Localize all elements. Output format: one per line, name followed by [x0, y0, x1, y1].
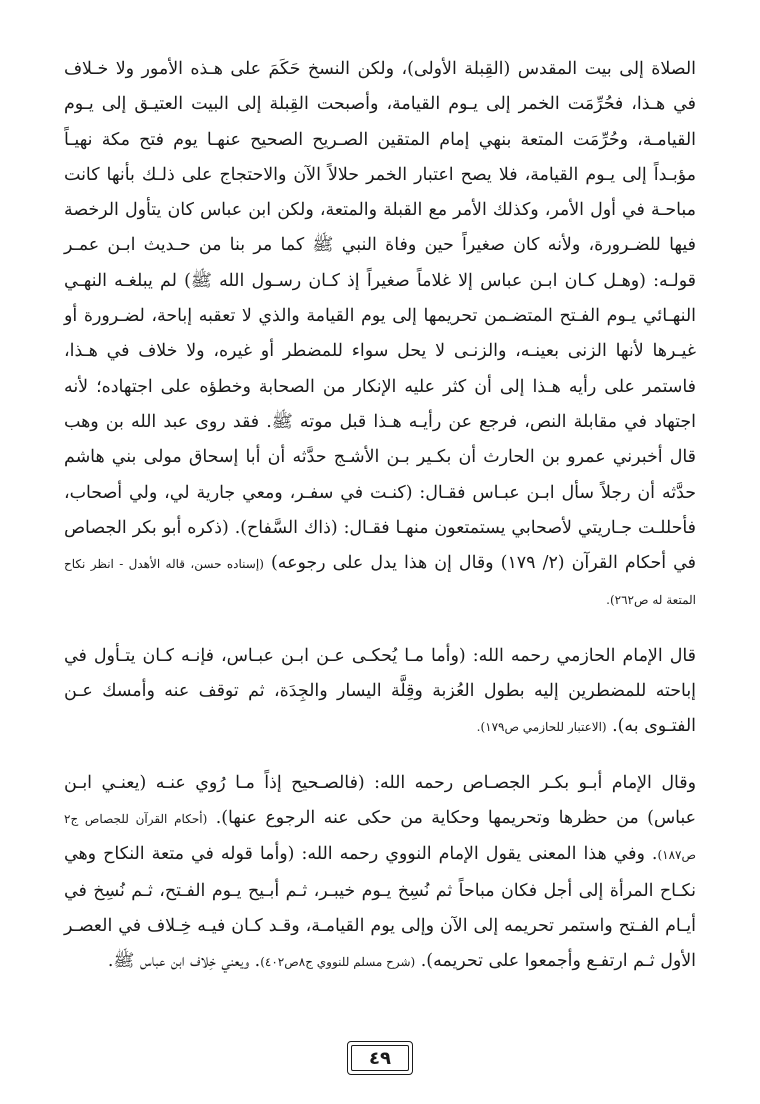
paragraph-3-text-c: . ويعني خِلاف ابن عباس ﷺ.: [107, 951, 261, 972]
paragraph-2: [64, 639, 696, 746]
page-number: ٤٩: [369, 1047, 391, 1069]
citation-ahdal: (إسناده حسن، قاله الأهدل - انظر نكاح المتعة له ص٢٦٢).: [64, 557, 696, 608]
citation-hazimi: (الاعتبار للحازمي ص١٧٩).: [476, 720, 607, 735]
paragraph-3-text-b: . وفي هذا المعنى يقول الإمام النووي رحمه الله: (وأما قوله في متعة النكاح وهي نكـاح المرأة إلى أجل فكان مباحاً ثم نُسِخ يـوم خيبـر، ثـم أبـيح يـوم الفـتح، ثـم نُسِخ في أيـام الفـتح واستمر تحريمه إلى الآن وإلى يوم القيامـة، وقـد كـان فيـه خِـلاف في العصـر الأول ثـم ارتفـع وأجمعوا على تحريمه).: [64, 844, 696, 972]
citation-jassas: (أحكام القرآن للجصاص ج٢ ص١٨٧): [64, 811, 696, 863]
citation-nawawi: (شرح مسلم للنووي ج٨ص٤٠٢): [260, 955, 416, 970]
page-number-frame: [347, 1041, 413, 1075]
paragraph-3: [64, 766, 696, 981]
paragraph-1-text: الصلاة إلى بيت المقدس (القِبلة الأولى)، ولكن النسخ حَكَمَ على هـذه الأمور ولا خـلاف في هـذا، فحُرِّمَت الخمر إلى يـوم القيامة، وأصبحت القِبلة إلى البيت العتيـق إلى يـوم القيامـة، وحُرِّمَت المتعة بنهي إمام المتقين الصـريح الصحيح عنهـا يوم فتح مكة نهيـاً مؤبـداً إلى يـوم القيامة، فلا يصح اعتبار الخمر حلالاً الآن والاحتجاج على ذلـك بأنها كانت مباحـة في أول الأمر، وكذلك الأمر مع القبلة والمتعة، ولكن ابن عباس كان يتأول الرخصة فيها للضـرورة، ولأنه كان صغيراً حين وفاة النبي ﷺ كما مر بنا من حـديث ابـن عمـر قولـه: (وهـل كـان ابـن عباس إلا غلاماً صغيراً إذ كـان رسـول الله ﷺ) لم يبلغـه النهـي النهـائي يـوم الفـتح المتضـمن تحريمها إلى يوم القيامة والذي لا تعقبه إباحة، لضـرورة أو غيـرها لأنها الزنى بعينـه، والزنـى لا يحل سواء للمضطر أو غيره، ولا خلاف في هـذا، فاستمر على رأيه هـذا إلى أن كثر عليه الإنكار من الصحابة وخطؤه على اجتهاده؛ لأنه اجتهاد في مقابلة النص، فرجع عن رأيـه هـذا قبل موته ﷺ. فقد روى عبد الله بن وهب قال أخبرني عمرو بن الحارث أن بكـير بـن الأشـج حدَّثه أن أبا إسحاق مولى بني هاشم حدَّثه أن رجلاً سأل ابـن عبـاس فقـال: (كنـت في سفـر، ومعي جارية لي، ولي أصحاب، فأحللـت جـاريتي لأصحابي يستمتعون منهـا فقـال: (ذاك السَّفاح). (ذكره أبو بكر الجصاص في أحكام القرآن (٢/ ١٧٩) وقال إن هذا يدل على رجوعه): [64, 59, 696, 574]
paragraph-2-text: قال الإمام الحازمي رحمه الله: (وأما مـا يُحكـى عـن ابـن عبـاس، فإنـه كـان يتـأول في إباحته للمضطرين إليه بطول العُزبة وقِلَّة اليسار والجِدَة، ثم توقف عنه وأمسك عـن الفتـوى به).: [64, 645, 696, 737]
paragraph-1: [64, 52, 696, 619]
page-body: [64, 52, 696, 980]
paragraph-3-text-a: وقال الإمام أبـو بكـر الجصـاص رحمه الله: (فالصـحيح إذاً مـا رُوي عنـه (يعنـي ابـن عباس) من حظرها وتحريمها وحكاية من حكى عنه الرجوع عنها).: [64, 772, 697, 828]
